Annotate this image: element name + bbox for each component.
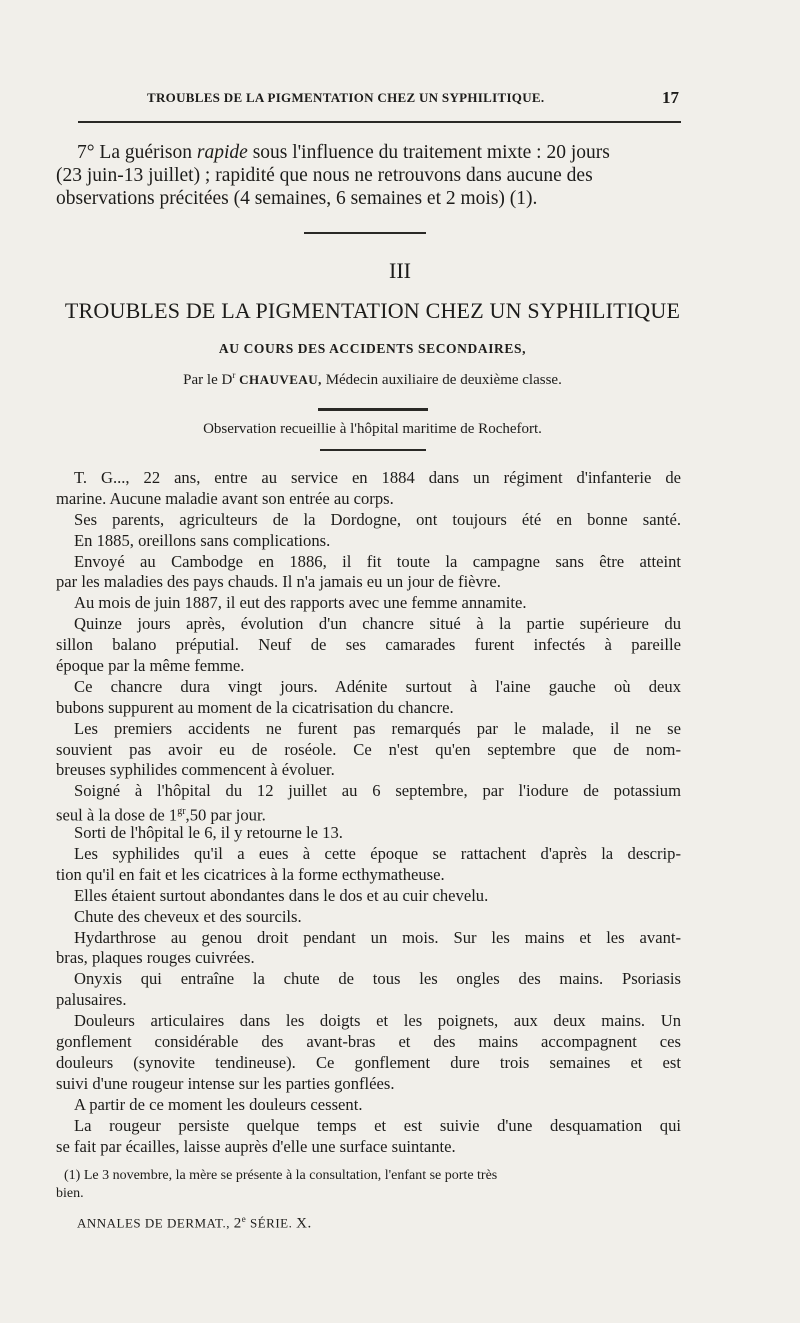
body-line: bras, plaques rouges cuivrées. — [56, 948, 255, 968]
point7-line-2: (23 juin-13 juillet) ; rapidité que nous ne retrouvons dans aucune des — [56, 165, 593, 186]
section-number: III — [389, 258, 411, 283]
body-line: Au mois de juin 1887, il eut des rapports avec une femme annamite. — [74, 593, 527, 613]
body-line: Ses parents, agriculteurs de la Dordogne, ont toujours été en bonne santé. — [74, 509, 681, 529]
body-line: seul à la dose de $1^{gr},50$ par jour. — [56, 805, 266, 825]
body-line: suivi d'une rougeur intense sur les parties gonflées. — [56, 1073, 395, 1093]
body-line: Chute des cheveux et des sourcils. — [74, 906, 302, 926]
observation-source: Observation recueillie à l'hôpital maritime de Rochefort. — [203, 421, 542, 437]
running-head-title: TROUBLES DE LA PIGMENTATION CHEZ UN SYPHILITIQUE. — [147, 90, 545, 105]
body-line: breuses syphilides commencent à évoluer. — [56, 760, 335, 780]
body-line: Douleurs articulaires dans les doigts et les poignets, aux deux mains. Un — [74, 1011, 681, 1031]
body-line: par les maladies des pays chauds. Il n'a jamais eu un jour de fièvre. — [56, 572, 501, 592]
body-line: Onyxis qui entraîne la chute de tous les ongles des mains. Psoriasis — [74, 969, 681, 989]
footnote — [56, 1167, 681, 1203]
section-subtitle: AU COURS DES ACCIDENTS SECONDAIRES, — [218, 341, 527, 356]
byline-prefix: Par le D — [183, 372, 233, 388]
body-line: Envoyé au Cambodge en 1886, il fit toute la campagne sans être atteint — [74, 551, 681, 571]
body-line: Elles étaient surtout abondantes dans le dos et au cuir chevelu. — [74, 885, 489, 905]
section-title: TROUBLES DE LA PIGMENTATION CHEZ UN SYPHILITIQUE — [64, 298, 681, 323]
byline-sup: r — [232, 370, 236, 380]
body-line: Hydarthrose au genou droit pendant un mois. Sur les mains et les avant- — [74, 927, 681, 947]
byline — [0, 370, 745, 389]
running-head — [55, 90, 682, 110]
body-line: Les syphilides qu'il a eues à cette époque se rattachent d'après la descrip- — [74, 844, 681, 864]
author-name: CHAUVEAU, — [239, 372, 322, 387]
observation-rule — [320, 449, 426, 451]
footnote-line-2: bien. — [56, 1186, 84, 1201]
body-line: époque par la même femme. — [56, 656, 245, 676]
header-rule — [78, 121, 681, 123]
body-line: se fait par écailles, laisse auprès d'elle une surface suintante. — [56, 1136, 456, 1156]
body-line: tion qu'il en fait et les cicatrices à la forme ecthymatheuse. — [56, 864, 445, 884]
body-line: palusaires. — [56, 990, 127, 1010]
body-line: sillon balano préputial. Neuf de ses camarades furent infectés à pareille — [56, 635, 681, 655]
signature-mark: ANNALES DE DERMAT., 2e SÉRIE. X. — [77, 1214, 312, 1232]
body-line: douleurs (synovite tendineuse). Ce gonflement dure trois semaines et est — [56, 1052, 681, 1072]
body-line: La rougeur persiste quelque temps et est suivie d'une desquamation qui — [74, 1115, 681, 1135]
body-line: bubons suppurent au moment de la cicatrisation du chancre. — [56, 697, 454, 717]
body-line: Ce chancre dura vingt jours. Adénite surtout à l'aine gauche où deux — [74, 676, 681, 696]
body-line: Soigné à l'hôpital du 12 juillet au 6 septembre, par l'iodure de potassium — [74, 781, 681, 801]
body-line: Sorti de l'hôpital le 6, il y retourne le 13. — [74, 823, 343, 843]
point7-line-3: observations précitées (4 semaines, 6 semaines et 2 mois) (1). — [56, 188, 538, 209]
section-separator — [304, 232, 426, 234]
page-number: 17 — [662, 88, 679, 107]
point7-line-1: 7° La guérison rapide sous l'influence du traitement mixte : 20 jours — [77, 142, 610, 163]
footnote-line-1: (1) Le 3 novembre, la mère se présente à la consultation, l'enfant se porte très — [64, 1168, 498, 1183]
body-line: Les premiers accidents ne furent pas remarqués par le malade, il ne se — [74, 718, 681, 738]
body-line: gonflement considérable des avant-bras et des mains accompagnent ces — [56, 1032, 681, 1052]
byline-rule — [318, 408, 428, 411]
body-line: A partir de ce moment les douleurs cessent. — [74, 1094, 363, 1114]
body-line: En 1885, oreillons sans complications. — [74, 530, 331, 550]
body-line: souvient pas avoir eu de roséole. Ce n'est qu'en septembre que de nom- — [56, 739, 681, 759]
case-report-body — [56, 468, 681, 1157]
body-line: marine. Aucune maladie avant son entrée au corps. — [56, 488, 394, 508]
body-line: T. G..., 22 ans, entre au service en 1884 dans un régiment d'infanterie de — [74, 468, 681, 487]
byline-suffix: Médecin auxiliaire de deuxième classe. — [325, 372, 562, 388]
body-line: Quinze jours après, évolution d'un chancre situé à la partie supérieure du — [74, 614, 681, 634]
